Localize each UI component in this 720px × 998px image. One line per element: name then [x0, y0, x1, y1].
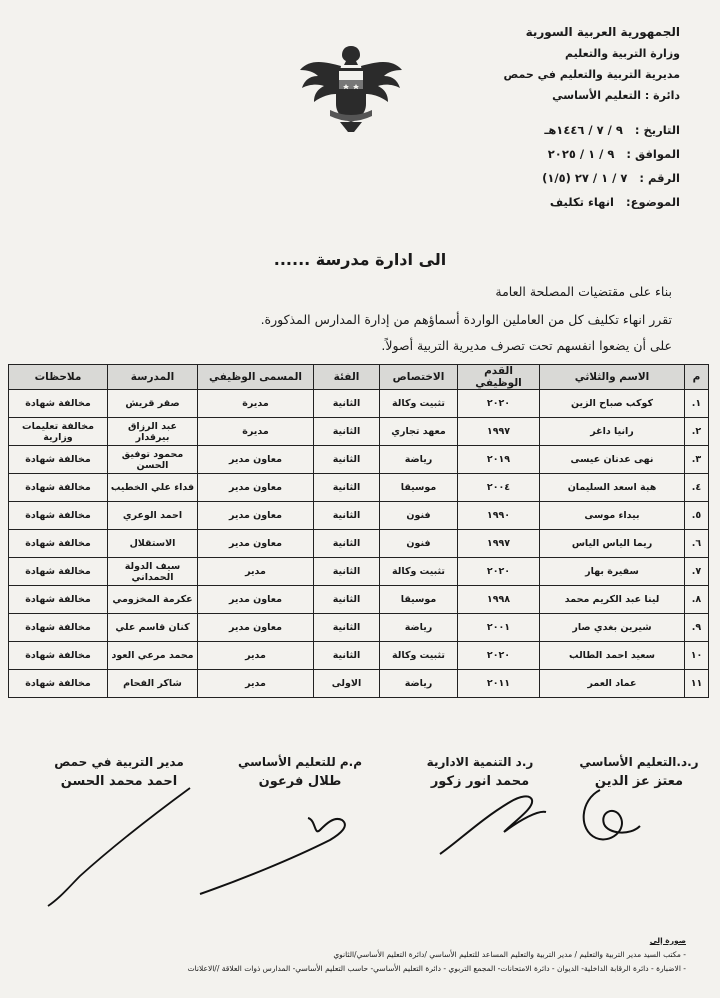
handwritten-signature-4 — [40, 780, 200, 910]
cell-employee-name: لينا عبد الكريم محمد — [540, 586, 685, 614]
letterhead — [480, 22, 680, 106]
cell-category: الثانية — [314, 446, 380, 474]
handwritten-signature-1 — [570, 780, 650, 850]
cell-notes: مخالفة شهادة — [9, 474, 108, 502]
cell-seniority-year: ٢٠٢٠ — [458, 390, 540, 418]
cell-school-name: صقر قريش — [108, 390, 198, 418]
cell-school-name: الاستقلال — [108, 530, 198, 558]
cell-job-title: معاون مدير — [198, 586, 314, 614]
cell-seniority-year: ١٩٩٨ — [458, 586, 540, 614]
table-row — [9, 418, 709, 446]
cell-job-title: معاون مدير — [198, 446, 314, 474]
cell-specialty: رياضة — [380, 670, 458, 698]
header-cell-index: م — [685, 365, 709, 390]
table-row — [9, 642, 709, 670]
cell-employee-name: هبة اسعد السليمان — [540, 474, 685, 502]
cell-notes: مخالفة شهادة — [9, 390, 108, 418]
cell-job-title: مدير — [198, 670, 314, 698]
cell-category: الثانية — [314, 390, 380, 418]
body-line-2: تقرر انهاء تكليف كل من العاملين الواردة أسماؤهم من إدارة المدارس المذكورة. — [260, 312, 672, 327]
header-cell-category: الفئة — [314, 365, 380, 390]
date-row — [480, 118, 680, 142]
cell-category: الثانية — [314, 418, 380, 446]
header-cell-notes: ملاحظات — [9, 365, 108, 390]
cell-school-name: احمد الوعري — [108, 502, 198, 530]
cell-school-name: عبد الرزاق بيرقدار — [108, 418, 198, 446]
cell-row-index: ١١ — [685, 670, 709, 698]
cell-specialty: فنون — [380, 530, 458, 558]
cell-school-name: كنان قاسم علي — [108, 614, 198, 642]
department-row — [480, 85, 680, 106]
body-line-3: على أن يضعوا انفسهم تحت تصرف مديرية التربية أصولاً. — [381, 338, 672, 353]
handwritten-signature-2 — [420, 780, 560, 860]
cell-job-title: معاون مدير — [198, 614, 314, 642]
cell-employee-name: ريما الياس الياس — [540, 530, 685, 558]
cell-row-index: ٦. — [685, 530, 709, 558]
cell-specialty: تثبيت وكالة — [380, 390, 458, 418]
cell-seniority-year: ٢٠٠١ — [458, 614, 540, 642]
body-line-1: بناء على مقتضيات المصلحة العامة — [495, 284, 672, 299]
cell-employee-name: سعيد احمد الطالب — [540, 642, 685, 670]
cell-category: الاولى — [314, 670, 380, 698]
country-name: الجمهورية العربية السورية — [525, 25, 680, 39]
cell-seniority-year: ٢٠١٩ — [458, 446, 540, 474]
cell-school-name: عكرمة المخزومي — [108, 586, 198, 614]
cell-notes: مخالفة شهادة — [9, 614, 108, 642]
cell-specialty: تثبيت وكالة — [380, 558, 458, 586]
cell-seniority-year: ٢٠٠٤ — [458, 474, 540, 502]
cell-job-title: معاون مدير — [198, 474, 314, 502]
table-row — [9, 614, 709, 642]
cell-notes: مخالفة شهادة — [9, 642, 108, 670]
cell-row-index: ٢. — [685, 418, 709, 446]
signature-name: طلال فرعون — [258, 774, 342, 789]
eagle-emblem-icon — [296, 36, 406, 136]
cell-employee-name: بيداء موسى — [540, 502, 685, 530]
table-row — [9, 558, 709, 586]
cell-notes: مخالفة شهادة — [9, 446, 108, 474]
cell-category: الثانية — [314, 614, 380, 642]
handwritten-signature-3 — [190, 790, 360, 900]
cell-row-index: ٧. — [685, 558, 709, 586]
cell-job-title: مديرة — [198, 418, 314, 446]
cell-specialty: معهد تجاري — [380, 418, 458, 446]
cell-seniority-year: ٢٠٢٠ — [458, 642, 540, 670]
distribution-footer — [26, 934, 686, 976]
cell-job-title: مدير — [198, 558, 314, 586]
date-value: ٩ / ٧ / ١٤٤٦هـ — [544, 123, 623, 137]
cell-notes: مخالفة شهادة — [9, 670, 108, 698]
cc-line-2: - الاضبارة - دائرة الرقابة الداخلية- الديوان - دائرة الامتحانات- المجمع التربوي - دائرة التعليم الأساسي- حاسب التعليم الأساسي- المدارس ذوات العلاقة //الاعلانات — [187, 964, 686, 973]
cell-category: الثانية — [314, 586, 380, 614]
cell-employee-name: كوكب صباح الزين — [540, 390, 685, 418]
cell-school-name: محمود توفيق الحسن — [108, 446, 198, 474]
cell-row-index: ٨. — [685, 586, 709, 614]
cell-job-title: معاون مدير — [198, 502, 314, 530]
signature-title: ر.د التنمية الادارية — [426, 755, 534, 769]
cell-school-name: محمد مرعي العود — [108, 642, 198, 670]
number-row — [480, 166, 680, 190]
cell-job-title: مدير — [198, 642, 314, 670]
subject-row — [480, 190, 680, 214]
letter-meta — [480, 118, 680, 214]
cell-row-index: ٤. — [685, 474, 709, 502]
cell-specialty: تثبيت وكالة — [380, 642, 458, 670]
cell-notes: مخالفة شهادة — [9, 586, 108, 614]
cell-row-index: ٥. — [685, 502, 709, 530]
signature-name: احمد محمد الحسن — [60, 774, 178, 789]
cell-employee-name: رانيا داغر — [540, 418, 685, 446]
addressee-line: الى ادارة مدرسة ...... — [273, 250, 447, 269]
cell-category: الثانية — [314, 642, 380, 670]
cell-employee-name: سفيرة بهار — [540, 558, 685, 586]
cell-seniority-year: ١٩٩٧ — [458, 418, 540, 446]
header-cell-job-title: المسمى الوظيفي — [198, 365, 314, 390]
cell-school-name: سيف الدولة الحمداني — [108, 558, 198, 586]
cell-employee-name: عماد العمر — [540, 670, 685, 698]
cell-seniority-year: ٢٠١١ — [458, 670, 540, 698]
table-row — [9, 586, 709, 614]
header-cell-seniority: القدم الوظيفي — [458, 365, 540, 390]
cell-seniority-year: ١٩٩٠ — [458, 502, 540, 530]
table-row — [9, 670, 709, 698]
signature-title: ر.د.التعليم الأساسي — [579, 755, 699, 769]
header-cell-specialty: الاختصاص — [380, 365, 458, 390]
signature-name: معتز عز الدين — [594, 774, 684, 789]
number-value: ٧ / ١ / ٢٧ (١/٥) — [542, 171, 628, 185]
corresponding-label: الموافق : — [626, 147, 680, 161]
cell-school-name: شاكر الفحام — [108, 670, 198, 698]
table-row — [9, 502, 709, 530]
cell-category: الثانية — [314, 474, 380, 502]
cell-notes: مخالفة تعليمات وزارية — [9, 418, 108, 446]
corresponding-value: ٩ / ١ / ٢٠٢٥ — [547, 147, 615, 161]
cc-line-1: - مكتب السيد مدير التربية والتعليم / مدير التربية والتعليم المساعد للتعليم الأساسي /دائرة التعليم الأساسي/الثانوي — [333, 950, 686, 959]
signature-basic-education-assistant — [220, 752, 380, 792]
cell-specialty: رياضة — [380, 446, 458, 474]
table-row — [9, 530, 709, 558]
table-row — [9, 390, 709, 418]
cell-school-name: فداء علي الخطيب — [108, 474, 198, 502]
cell-notes: مخالفة شهادة — [9, 558, 108, 586]
employees-table — [8, 364, 709, 698]
cell-specialty: موسيقا — [380, 586, 458, 614]
cell-notes: مخالفة شهادة — [9, 502, 108, 530]
header-cell-name: الاسم والثلاثي — [540, 365, 685, 390]
cell-row-index: ١٠ — [685, 642, 709, 670]
cell-seniority-year: ١٩٩٧ — [458, 530, 540, 558]
table-row — [9, 446, 709, 474]
cell-job-title: مديرة — [198, 390, 314, 418]
cell-job-title: معاون مدير — [198, 530, 314, 558]
cell-category: الثانية — [314, 502, 380, 530]
cell-seniority-year: ٢٠٢٠ — [458, 558, 540, 586]
cell-employee-name: نهى عدنان عيسى — [540, 446, 685, 474]
department-value: التعليم الأساسي — [552, 89, 642, 102]
cell-specialty: فنون — [380, 502, 458, 530]
cell-specialty: رياضة — [380, 614, 458, 642]
cell-row-index: ١. — [685, 390, 709, 418]
signature-name: محمد انور زكور — [430, 774, 530, 789]
corresponding-row — [480, 142, 680, 166]
number-label: الرقم : — [639, 171, 680, 185]
directorate-name: مديرية التربية والتعليم في حمص — [503, 68, 680, 81]
cc-label: صورة إلى — [649, 936, 686, 945]
ministry-name: وزارة التربية والتعليم — [565, 47, 680, 60]
cell-row-index: ٣. — [685, 446, 709, 474]
cell-category: الثانية — [314, 558, 380, 586]
subject-label: الموضوع: — [626, 195, 680, 209]
cell-employee-name: شيرين بغدي صار — [540, 614, 685, 642]
table-header-row — [9, 365, 709, 390]
subject-value: انهاء تكليف — [549, 195, 615, 209]
table-row — [9, 474, 709, 502]
date-label: التاريخ : — [634, 123, 680, 137]
header-cell-school: المدرسة — [108, 365, 198, 390]
signature-title: مدير التربية في حمص — [54, 755, 184, 769]
cell-row-index: ٩. — [685, 614, 709, 642]
department-label: دائرة : — [644, 89, 680, 102]
cell-category: الثانية — [314, 530, 380, 558]
cell-specialty: موسيقا — [380, 474, 458, 502]
cell-notes: مخالفة شهادة — [9, 530, 108, 558]
signature-title: م.م للتعليم الأساسي — [237, 755, 363, 769]
